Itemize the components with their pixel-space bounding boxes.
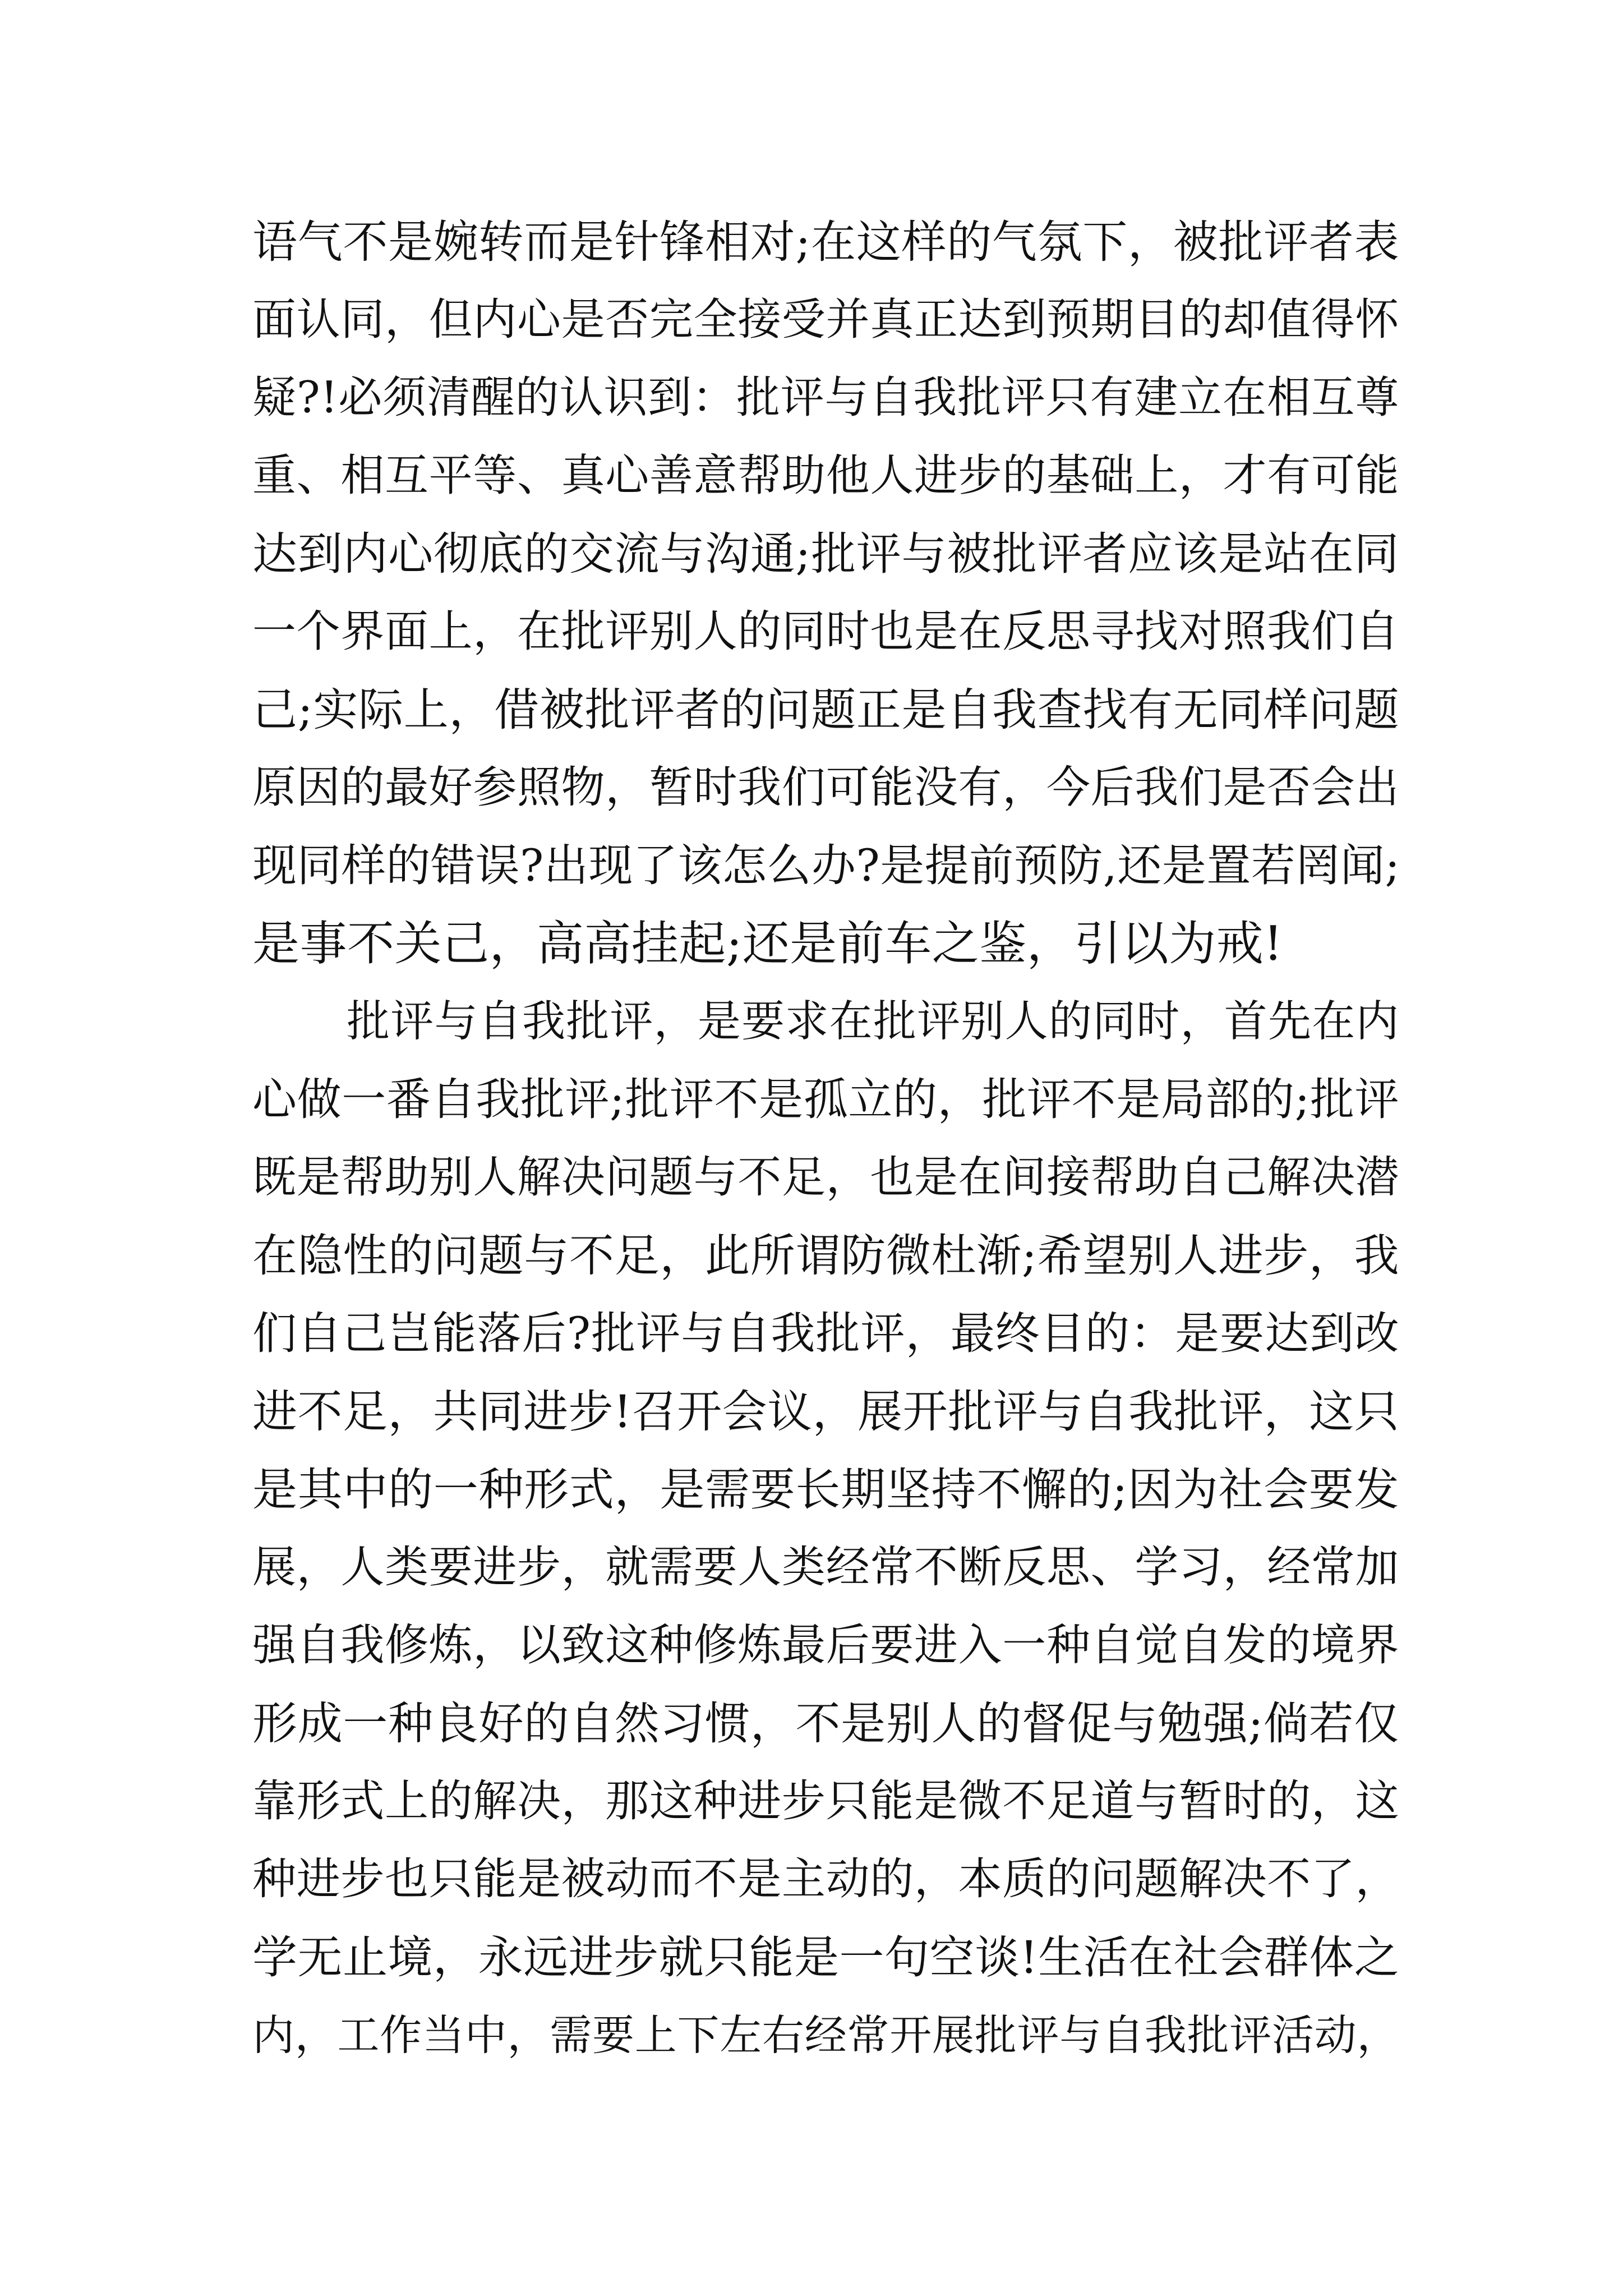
text-line: 强自我修炼，以致这种修炼最后要进入一种自觉自发的境界	[252, 1620, 1399, 1671]
text-line: 在隐性的问题与不足，此所谓防微杜渐;希望别人进步，我	[252, 1230, 1399, 1282]
text-line: 一个界面上，在批评别人的同时也是在反思寻找对照我们自	[252, 606, 1399, 657]
text-line: 展，人类要进步，就需要人类经常不断反思、学习，经常加	[252, 1542, 1399, 1593]
text-line: 达到内心彻底的交流与沟通;批评与被批评者应该是站在同	[252, 528, 1399, 580]
text-line-paragraph-start: 批评与自我批评，是要求在批评别人的同时，首先在内	[347, 997, 1399, 1047]
text-line: 面认同，但内心是否完全接受并真正达到预期目的却值得怀	[252, 295, 1399, 345]
text-line: 形成一种良好的自然习惯，不是别人的督促与勉强;倘若仅	[252, 1697, 1399, 1750]
text-line: 靠形式上的解决，那这种进步只能是微不足道与暂时的，这	[252, 1776, 1399, 1826]
text-line: 们自己岂能落后?批评与自我批评，最终目的：是要达到改	[252, 1308, 1399, 1359]
text-line: 语气不是婉转而是针锋相对;在这样的气氛下，被批评者表	[252, 216, 1399, 268]
text-line: 是其中的一种形式，是需要长期坚持不懈的;因为社会要发	[252, 1464, 1399, 1516]
text-line: 疑?!必须清醒的认识到：批评与自我批评只有建立在相互尊	[252, 372, 1399, 423]
text-line: 学无止境，永远进步就只能是一句空谈!生活在社会群体之	[252, 1931, 1400, 1984]
text-line: 心做一番自我批评;批评不是孤立的，批评不是局部的;批评	[252, 1074, 1399, 1125]
body-text	[252, 203, 1399, 2074]
text-line: 内，工作当中，需要上下左右经常开展批评与自我批评活动，	[252, 2010, 1399, 2060]
text-line: 种进步也只能是被动而不是主动的，本质的问题解决不了，	[252, 1854, 1399, 1904]
text-line: 进不足，共同进步!召开会议，展开批评与自我批评，这只	[252, 1386, 1400, 1438]
text-line: 己;实际上，借被批评者的问题正是自我查找有无同样问题	[252, 684, 1399, 736]
text-line: 重、相互平等、真心善意帮助他人进步的基础上，才有可能	[252, 450, 1399, 501]
text-line: 现同样的错误?出现了该怎么办?是提前预防,还是置若罔闻;	[252, 840, 1400, 891]
text-line-paragraph-end: 是事不关己，高高挂起;还是前车之鉴，引以为戒!	[252, 916, 1283, 971]
text-line: 既是帮助别人解决问题与不足，也是在间接帮助自己解决潜	[252, 1152, 1399, 1203]
text-line: 原因的最好参照物，暂时我们可能没有，今后我们是否会出	[252, 762, 1399, 813]
